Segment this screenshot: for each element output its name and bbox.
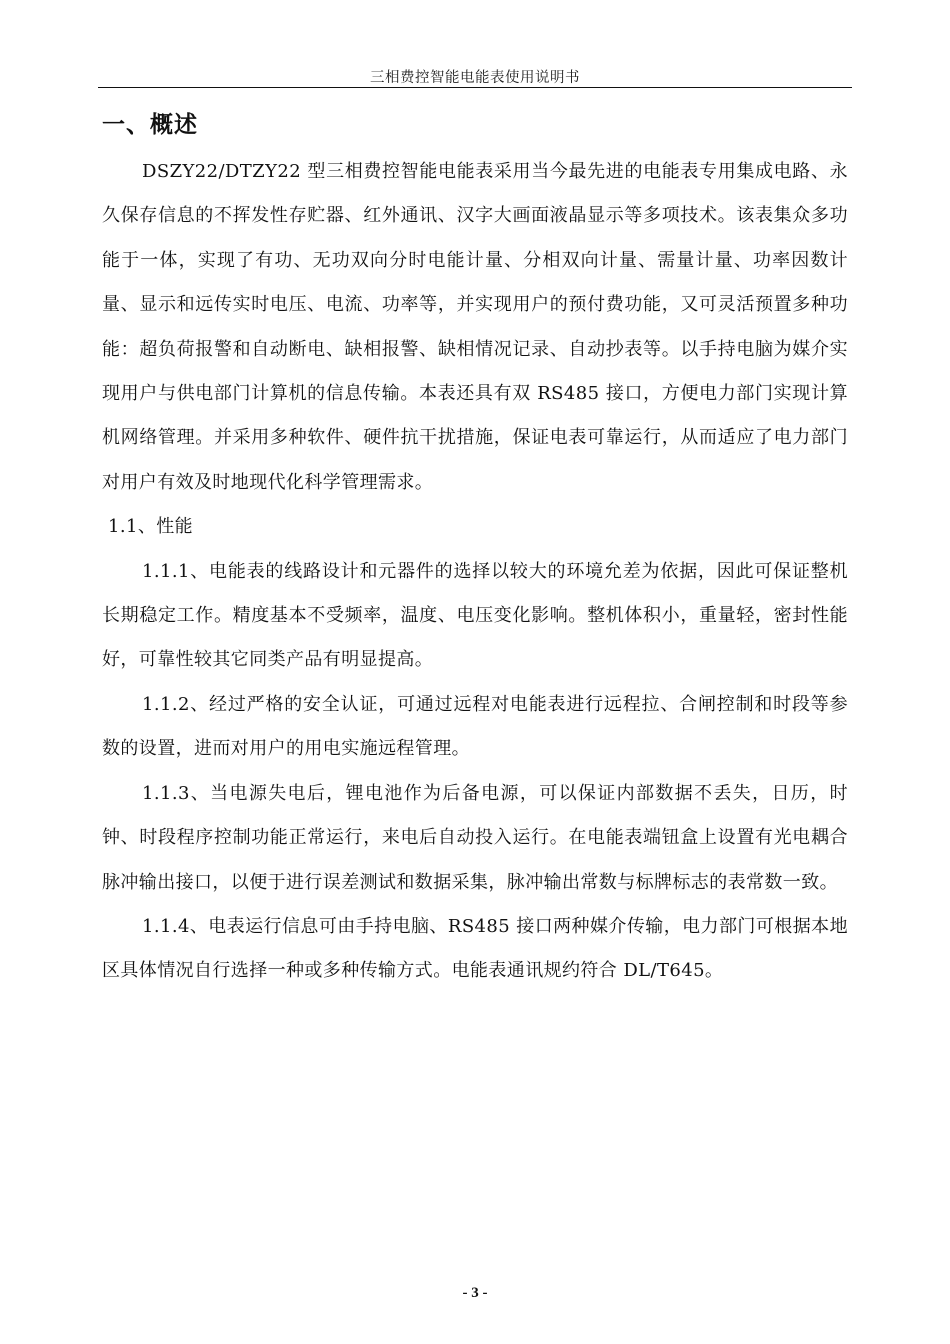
section-body [102, 150, 848, 994]
performance-item-3: 1.1.3、当电源失电后，锂电池作为后备电源，可以保证内部数据不丢失，日历，时钟、时段程序控制功能正常运行，来电后自动投入运行。在电能表端钮盒上设置有光电耦合脉冲输出接口，以便于进行误差测试和数据采集，脉冲输出常数与标牌标志的表常数一致。 [102, 782, 848, 893]
page-number: - 3 - [462, 1285, 488, 1301]
header-divider [98, 87, 852, 88]
performance-item-4: 1.1.4、电表运行信息可由手持电脑、RS485 接口两种媒介传输，电力部门可根据本地区具体情况自行选择一种或多种传输方式。电能表通讯规约符合 DL/T645。 [102, 915, 848, 982]
document-header-title: 三相费控智能电能表使用说明书 [370, 70, 580, 86]
performance-item-2: 1.1.2、经过严格的安全认证，可通过远程对电能表进行远程拉、合闸控制和时段等参数的设置，进而对用户的用电实施远程管理。 [102, 693, 848, 760]
performance-item-1: 1.1.1、电能表的线路设计和元器件的选择以较大的环境允差为依据，因此可保证整机长期稳定工作。精度基本不受频率，温度、电压变化影响。整机体积小，重量轻，密封性能好，可靠性较其它同类产品有明显提高。 [102, 560, 848, 671]
section-heading: 一、概述 [102, 112, 198, 138]
intro-paragraph: DSZY22/DTZY22 型三相费控智能电能表采用当今最先进的电能表专用集成电路、永久保存信息的不挥发性存贮器、红外通讯、汉字大画面液晶显示等多项技术。该表集众多功能于一体，实现了有功、无功双向分时电能计量、分相双向计量、需量计量、功率因数计量、显示和远传实时电压、电流、功率等，并实现用户的预付费功能，又可灵活预置多种功能：超负荷报警和自动断电、缺相报警、缺相情况记录、自动抄表等。以手持电脑为媒介实现用户与供电部门计算机的信息传输。本表还具有双 RS485 接口，方便电力部门实现计算机网络管理。并采用多种软件、硬件抗干扰措施，保证电表可靠运行，从而适应了电力部门对用户有效及时地现代化科学管理需求。 [102, 161, 848, 493]
subsection-heading: 1.1、性能 [108, 516, 194, 538]
